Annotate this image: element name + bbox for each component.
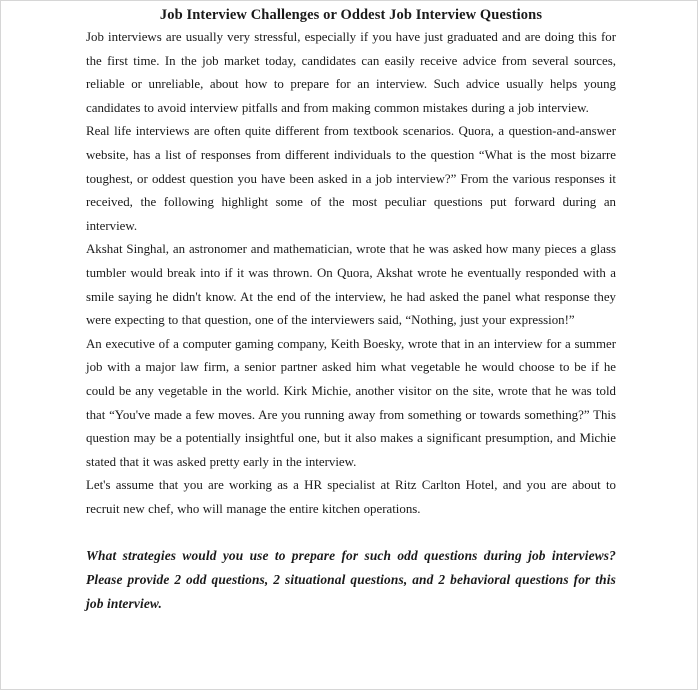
paragraph-quora: Real life interviews are often quite different from textbook scenarios. Quora, a question-and-answer website, has a list of responses from different individuals to the question “What is the most bizarre toughest, or oddest question you have been asked in a job interview?” From the various responses it received, the following highlight some of the most peculiar questions put forward during an interview. <box>86 124 616 233</box>
document-title: Job Interview Challenges or Oddest Job Interview Questions <box>159 7 543 23</box>
paragraph-scenario: Let's assume that you are working as a HR specialist at Ritz Carlton Hotel, and you are about to recruit new chef, who will manage the entire kitchen operations. <box>86 478 616 516</box>
paragraph-akshat: Akshat Singhal, an astronomer and mathematician, wrote that he was asked how many pieces a glass tumbler would break into if it was thrown. On Quora, Akshat wrote he eventually responded with a smile saying he didn't know. At the end of the interview, he had asked the panel what response they were expecting to that question, one of the interviewers said, “Nothing, just your expression!” <box>86 242 616 328</box>
spacer <box>86 521 616 544</box>
paragraph-intro: Job interviews are usually very stressful, especially if you have just graduated and are doing this for the first time. In the job market today, candidates can easily receive advice from several sources, reliable or unreliable, about how to prepare for an interview. Such advice usually helps young candidates to avoid interview pitfalls and from making common mistakes during a job interview. <box>86 30 616 115</box>
paragraph-keith: An executive of a computer gaming company, Keith Boesky, wrote that in an interview for a summer job with a major law firm, a senior partner asked him what vegetable he would choose to be if he could be any vegetable in the world. Kirk Michie, another visitor on the site, wrote that he was told that “You've made a few moves. Are you running away from something or towards something?” This question may be a potentially insightful one, but it also makes a significant presumption, and Michie stated that it was asked pretty early in the interview. <box>86 336 616 469</box>
document-body <box>86 4 616 615</box>
assignment-question: What strategies would you use to prepare for such odd questions during job interviews? Please provide 2 odd questions, 2 situational questions, and 2 behavioral questions for this job interview. <box>86 548 616 611</box>
